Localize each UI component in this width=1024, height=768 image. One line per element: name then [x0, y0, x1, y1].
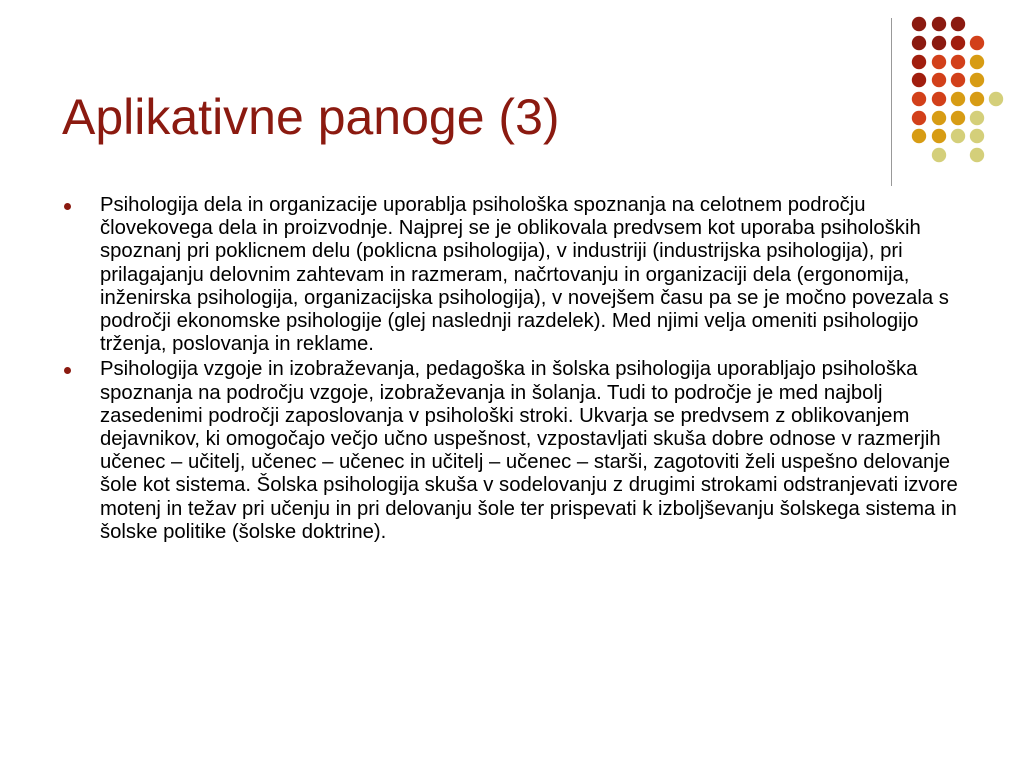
- bullet-text: Psihologija dela in organizacije uporablja psihološka spoznanja na celotnem področju človekovega dela in proizvodnje. Najprej se je oblikovala predvsem kot uporaba psiholoških spoznanj pri poklicnem delu (poklicna psihologija), v industriji (industrijska psihologija), pri prilagajanju delovnim zahtevam in razmeram, načrtovanju in organizaciji dela (ergonomija, inženirska psihologija, organizacijska psihologija), v novejšem času pa se je močno povezala s področji ekonomske psihologije (glej naslednji razdelek). Med njimi velja omeniti psihologijo trženja, poslovanja in reklame.: [100, 194, 949, 356]
- decorative-dot: [951, 36, 965, 50]
- decorative-dot: [912, 73, 926, 87]
- decorative-dot: [970, 129, 984, 143]
- decorative-dot: [932, 92, 946, 106]
- decorative-dot: [932, 73, 946, 87]
- decorative-dot: [912, 55, 926, 69]
- decorative-dot: [932, 111, 946, 125]
- bullet-dot-icon: [64, 203, 71, 210]
- bullet-item-work-psychology: [64, 194, 964, 356]
- decorative-dot: [970, 92, 984, 106]
- slide-title: Aplikativne panoge (3): [62, 89, 560, 145]
- decorative-dot: [970, 148, 984, 162]
- decorative-divider-line: [891, 18, 892, 186]
- bullet-item-education-psychology: [64, 358, 964, 544]
- decorative-dot: [951, 111, 965, 125]
- decorative-dot: [912, 111, 926, 125]
- decorative-dot: [951, 129, 965, 143]
- decorative-dot: [912, 36, 926, 50]
- bullet-dot-icon: [64, 367, 71, 374]
- decorative-dot: [912, 17, 926, 31]
- decorative-dot: [951, 17, 965, 31]
- decorative-dot: [970, 55, 984, 69]
- decorative-dot: [932, 55, 946, 69]
- decorative-dot: [951, 73, 965, 87]
- decorative-dot: [970, 111, 984, 125]
- decorative-dot: [970, 36, 984, 50]
- decorative-dot: [951, 55, 965, 69]
- decorative-dot: [932, 129, 946, 143]
- bullet-list: [64, 194, 964, 546]
- decorative-dot: [932, 17, 946, 31]
- decorative-dot: [951, 92, 965, 106]
- decorative-dot: [970, 73, 984, 87]
- decorative-dot: [932, 36, 946, 50]
- decorative-dot: [989, 92, 1003, 106]
- decorative-dot: [912, 129, 926, 143]
- decorative-dot: [912, 92, 926, 106]
- decorative-dot: [932, 148, 946, 162]
- bullet-text: Psihologija vzgoje in izobraževanja, pedagoška in šolska psihologija uporabljajo psihološka spoznanja na področju vzgoje, izobraževanja in šolanja. Tudi to področje je med najbolj zasedenimi področji zaposlovanja v psihološki stroki. Ukvarja se predvsem z oblikovanjem dejavnikov, ki omogočajo večjo učno uspešnost, vzpostavljati skuša dobre odnose v razmerjih učenec – učitelj, učenec – učenec in učitelj – učenec – starši, zagotoviti želi uspešno delovanje šole kot sistema. Šolska psihologija skuša v sodelovanju z drugimi strokami odstranjevati izvore motenj in težav pri učenju in pri delovanju šole ter prispevati k izboljševanju šolskega sistema in šolske politike (šolske doktrine).: [100, 358, 958, 543]
